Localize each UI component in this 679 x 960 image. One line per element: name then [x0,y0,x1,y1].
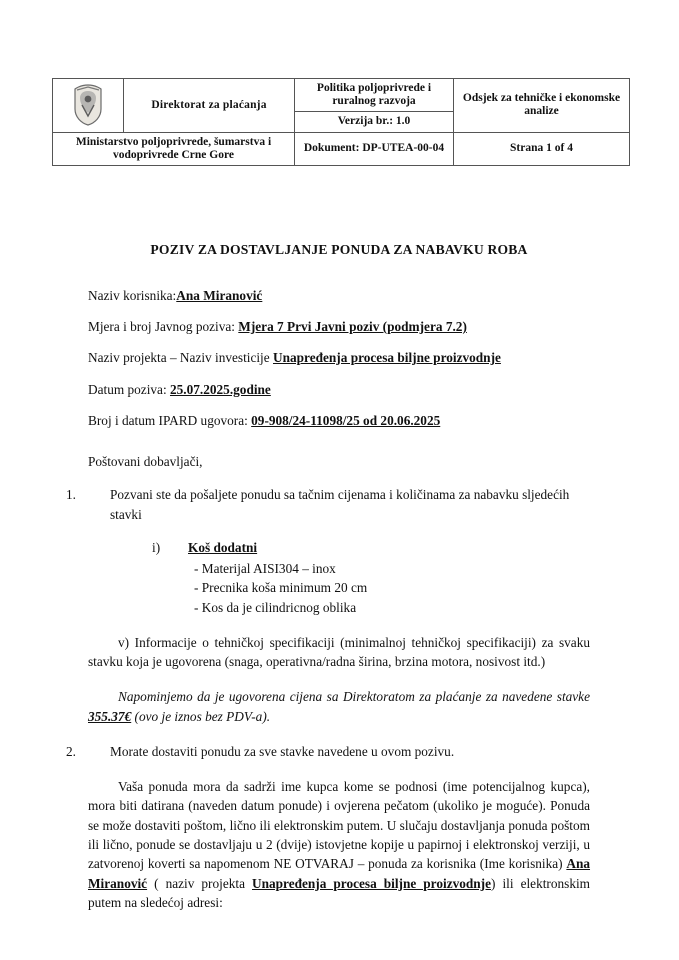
note-prefix: Napominjemo da je ugovorena cijena sa Direktoratom za plaćanje za navedene stavke [118,689,590,705]
directorate-title: Direktorat za plaćanja [124,79,295,133]
list-item-text: Morate dostaviti ponudu za sve stavke navedene u ovom pozivu. [110,743,455,759]
spec-label: v) [118,634,130,650]
offer-instructions-paragraph [88,777,590,912]
offer-project-name: Unapređenja procesa biljne proizvodnje [252,875,492,891]
contracted-amount: 355.37€ [88,708,132,724]
offer-instructions-part2: ( naziv projekta [154,875,245,891]
field-value: 25.07.2025.godine [169,381,271,397]
document-body [66,240,591,912]
field-value: Ana Miranović [176,287,263,303]
list-item-1 [66,485,590,524]
procurement-item-title: Koš dodatni [188,539,258,555]
procurement-item [152,538,590,617]
spec-bullet: - Materijal AISI304 – inox [194,561,336,577]
header-table [52,78,630,166]
policy-label: Politika poljoprivrede i ruralnog razvoja [295,79,454,112]
note-suffix: (ovo je iznos bez PDV-a). [134,708,271,724]
list-item-number: 1. [66,487,76,503]
document-header [52,78,630,166]
roman-numeral: i) [152,539,161,555]
spec-text: Informacije o tehničkoj specifikaciji (minimalnoj tehničkoj specifikaciji) za svaku stavku koja je ugovorena (snaga, operativna/radna širina, brzina motora, nosivost itd.) [88,634,590,670]
ministry-label: Ministarstvo poljoprivrede, šumarstva i vodoprivrede Crne Gore [53,132,295,165]
offer-instructions-part3: ) ili elektronskim putem na sledećoj adresi: [88,875,591,910]
technical-spec-paragraph [88,633,590,672]
field-contract-number [88,411,590,430]
field-label: Broj i datum IPARD ugovora: [88,412,248,428]
contracted-price-note [88,687,590,726]
page-number: Strana 1 of 4 [454,132,630,165]
list-item-number: 2. [66,743,76,759]
list-item-text: Pozvani ste da pošaljete ponudu sa tačnim cijenama i količinama za nabavku sljedećih stavki [110,487,570,522]
spec-bullet: - Precnika koša minimum 20 cm [194,580,368,596]
offer-beneficiary-name: Ana Miranović [88,856,591,891]
greeting-line: Poštovani dobavljači, [88,454,203,470]
field-label: Naziv projekta – Naziv investicije [88,350,270,366]
field-value: Unapređenja procesa biljne proizvodnje [273,350,501,366]
field-value: Mjera 7 Prvi Javni poziv (podmjera 7.2) [238,318,467,334]
procurement-item-specs [194,559,590,617]
coat-of-arms-icon [53,79,124,133]
spec-bullet: - Kos da je cilindricnog oblika [194,599,357,615]
field-measure-call [88,317,590,336]
coat-of-arms-svg [71,83,105,127]
field-beneficiary-name [88,286,590,305]
field-label: Naziv korisnika: [88,287,177,303]
field-value: 09-908/24-11098/25 od 20.06.2025 [251,412,441,428]
field-call-date [88,380,590,399]
page-title: POZIV ZA DOSTAVLJANJE PONUDA ZA NABAVKU ROBA [150,242,528,257]
field-label: Datum poziva: [88,381,167,397]
document-number: Dokument: DP-UTEA-00-04 [295,132,454,165]
offer-instructions-part1: Vaša ponuda mora da sadrži ime kupca kome se podnosi (ime potencijalnog kupca), mora biti datirana (naveden datum ponude) i ovjerena pečatom (ukoliko je moguće). Ponuda se može dostaviti poštom, lično ili elektronskim putem. U slučaju dostavljanja ponuda poštom ili lično, ponude se dostavljaju u 2 (dvije) istovjetne kopije u papirnoj i elektronskoj verziji, u zatvorenoj koverti sa napomenom NE OTVARAJ – ponuda za korisnika (Ime korisnika) [88,779,590,872]
field-project-name [88,348,590,367]
list-item-2 [66,742,590,761]
version-label: Verzija br.: 1.0 [295,112,454,132]
field-label: Mjera i broj Javnog poziva: [88,318,235,334]
procurement-item-head [152,538,590,557]
department-label: Odsjek za tehničke i ekonomske analize [454,79,630,133]
